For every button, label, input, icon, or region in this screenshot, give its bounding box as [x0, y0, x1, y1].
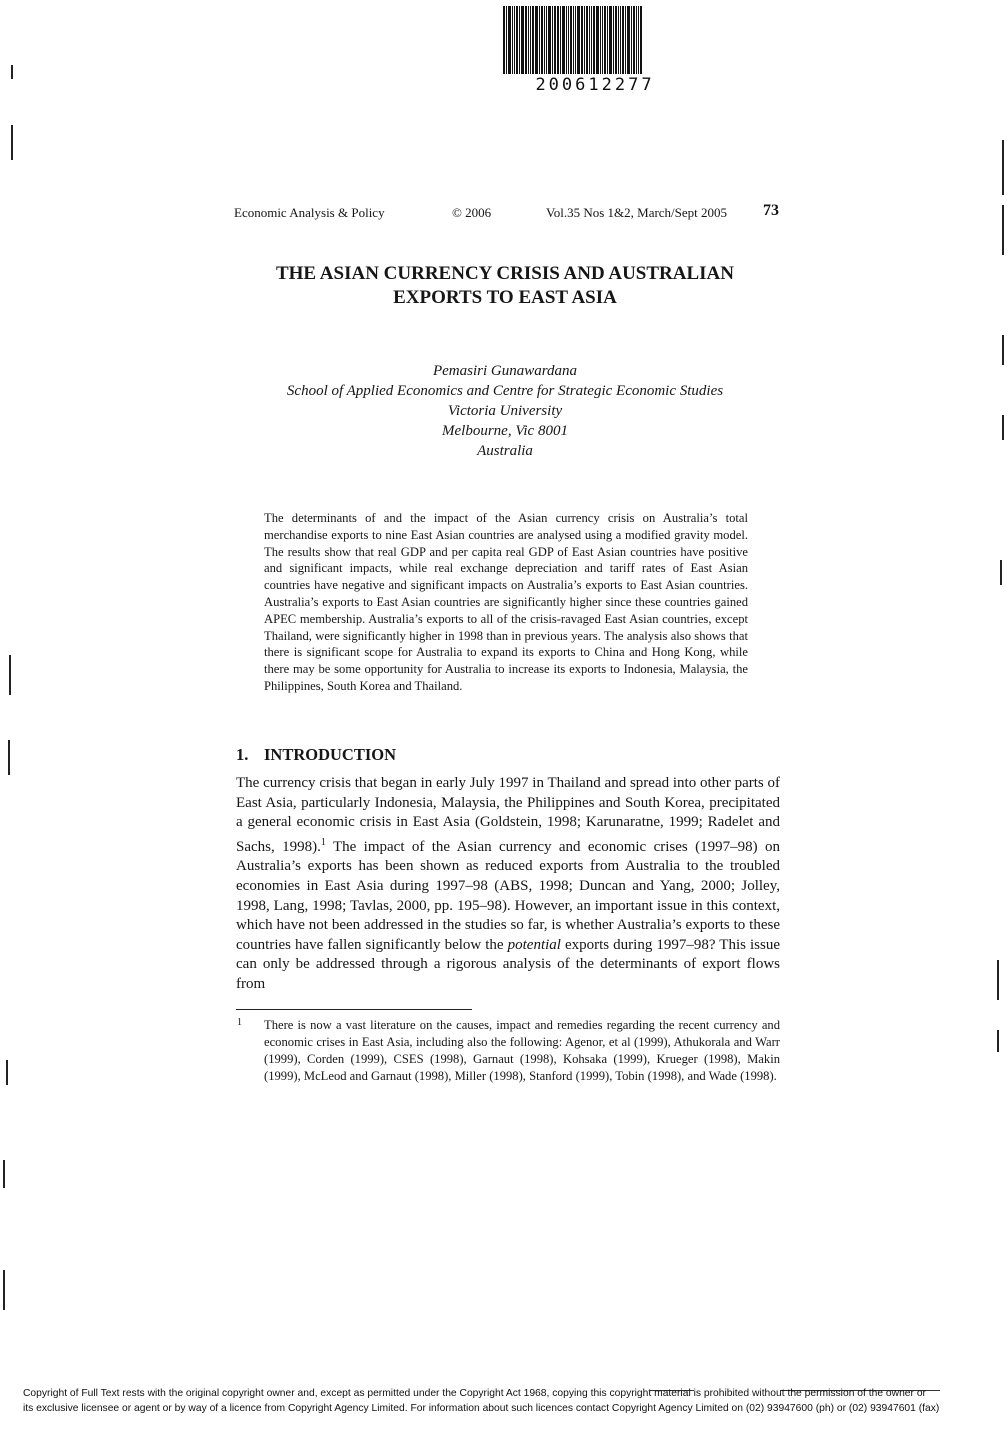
barcode-bar — [516, 6, 518, 74]
intro-text-1: The currency crisis that began in early July 1997 in Thailand and spread into other parts of East Asia, particularly Indonesia, Malaysia, the Philippines and South Korea, precipitated a general economic crisis in East Asia (Goldstein, 1998; Karunaratne, 1999; Radelet and Sachs, 1998). — [236, 775, 780, 855]
scan-mark — [1002, 415, 1004, 440]
barcode-bar — [548, 6, 551, 74]
barcode-bar — [514, 6, 515, 74]
footnote-mark: 1 — [237, 1017, 242, 1028]
barcode-bar — [541, 6, 543, 74]
scan-mark — [6, 1060, 8, 1085]
barcode-bar — [535, 6, 538, 74]
barcode-bar — [554, 6, 556, 74]
barcode-bar — [530, 6, 531, 74]
copyright-line-1: Copyright of Full Text rests with the original copyright owner and, except as permitted under the Copyright Act 1968, copying this copyright material is prohibited without the permission of the owner or — [23, 1388, 926, 1399]
barcode-bar — [615, 6, 617, 74]
barcode-bar — [586, 6, 588, 74]
barcode-bar — [600, 6, 601, 74]
copyright-year: © 2006 — [452, 205, 492, 220]
scan-mark — [3, 1160, 5, 1188]
barcode-bar — [525, 6, 527, 74]
barcode-bar — [609, 6, 612, 74]
barcode-bar — [636, 6, 637, 74]
footnote-text: There is now a vast literature on the causes, impact and remedies regarding the recent currency and economic crises in East Asia, including also the following: Agenor, et al (1999), Athukorala and Warr (1999), Corden (1999), CSES (1998), Garnaut (1998), Kohsaka (1999), Krueger (1998), Makin (1999), McLeod and Garnaut (1998), Miller (1998), Stanford (1999), Tobin (1998), and Wade (1998). — [264, 1018, 780, 1083]
barcode-bar — [602, 6, 603, 74]
barcode-bar — [512, 6, 513, 74]
scan-mark — [997, 1030, 999, 1052]
barcode-bar — [539, 6, 540, 74]
barcode-bar — [631, 6, 632, 74]
intro-text-3: exports during 1997–98? This issue can only be addressed through a rigorous analysis of the determinants of export flows from — [236, 936, 780, 992]
scan-mark — [1002, 335, 1004, 365]
scan-mark — [9, 655, 11, 695]
title-line-2: EXPORTS TO EAST ASIA — [393, 287, 617, 308]
barcode-bar — [638, 6, 639, 74]
barcode-bar — [620, 6, 621, 74]
barcode-bar — [546, 6, 547, 74]
barcode-bar — [503, 6, 505, 74]
section-number: 1. — [236, 745, 249, 764]
author-city: Melbourne, Vic 8001 — [442, 423, 568, 439]
barcode-bar — [552, 6, 553, 74]
barcode-bar — [560, 6, 561, 74]
barcode-bar — [581, 6, 583, 74]
barcode-bar — [557, 6, 559, 74]
barcode — [503, 6, 692, 74]
barcode-bar — [568, 6, 569, 74]
barcode-bar — [622, 6, 624, 74]
barcode-bar — [508, 6, 511, 74]
barcode-bar — [604, 6, 606, 74]
barcode-bar — [570, 6, 572, 74]
barcode-bar — [618, 6, 619, 74]
author-name: Pemasiri Gunawardana — [432, 363, 578, 379]
copyright-line-2: its exclusive licensee or agent or by way of a licence from Copyright Agency Limited. For information about such licences contact Copyright Agency Limited on (02) 93947600 (ph) or (02) 93947601 (fax) — [23, 1402, 940, 1414]
copyright-notice — [23, 1387, 983, 1416]
intro-emphasis: potential — [507, 936, 561, 953]
scan-mark — [8, 740, 10, 775]
author-country: Australia — [477, 443, 533, 459]
barcode-bar — [625, 6, 626, 74]
barcode-bar — [627, 6, 630, 74]
scan-mark — [1002, 140, 1004, 195]
title-line-1: THE ASIAN CURRENCY CRISIS AND AUSTRALIAN — [275, 263, 735, 284]
volume-info: Vol.35 Nos 1&2, March/Sept 2005 — [546, 205, 728, 220]
intro-text-2: The impact of the Asian currency and economic crises (1997–98) on Australia’s exports has been shown as reduced exports from Australia to the troubled economies in East Asia during 1997–98 (ABS, 1998; Duncan and Yang, 2000; Jolley, 1998, Lang, 1998; Tavlas, 2000, pp. 195–98). However, an important issue in this context, which have not been addressed in the studies so far, is whether Australia’s exports to these countries have fallen significantly below the — [236, 838, 780, 953]
barcode-bar — [521, 6, 524, 74]
barcode-bar — [607, 6, 608, 74]
barcode-bar — [640, 6, 642, 74]
barcode-bar — [577, 6, 580, 74]
barcode-bar — [591, 6, 592, 74]
barcode-bar — [633, 6, 635, 74]
author-affiliation: School of Applied Economics and Centre for Strategic Economic Studies — [286, 383, 724, 399]
article-title — [180, 262, 830, 310]
author-block — [200, 361, 810, 461]
barcode-bar — [573, 6, 574, 74]
barcode-bar — [544, 6, 545, 74]
journal-name: Economic Analysis & Policy — [234, 205, 385, 220]
scan-mark — [11, 125, 13, 160]
introduction-paragraph — [236, 774, 780, 995]
barcode-bar — [532, 6, 534, 74]
barcode-bar — [519, 6, 520, 74]
section-title: INTRODUCTION — [264, 745, 397, 764]
barcode-bar — [613, 6, 614, 74]
footnote-divider — [236, 1009, 472, 1010]
scan-mark — [1000, 560, 1002, 585]
scan-mark — [3, 1270, 5, 1310]
barcode-bar — [566, 6, 567, 74]
barcode-number: 200612277 — [535, 75, 655, 95]
barcode-bar — [589, 6, 590, 74]
scan-mark — [1002, 205, 1004, 255]
scan-mark — [11, 65, 13, 79]
abstract: The determinants of and the impact of the Asian currency crisis on Australia’s total merchandise exports to nine East Asian countries are analysed using a modified gravity model. The results show that real GDP and per capita real GDP of East Asian countries have positive and significant impacts, while real exchange depreciation and tariff rates of East Asian countries have negative and significant impacts on Australia’s exports to East Asian countries. Australia’s exports to East Asian countries are significantly higher since these countries gained APEC membership. Australia’s exports to all of the crisis-ravaged East Asian countries, except Thailand, were significantly higher in 1998 than in previous years. The analysis also shows that there is significant scope for Australia to expand its exports to China and Hong Kong, while there may be some opportunity for Australia to increase its exports to Indonesia, Malaysia, the Philippines, South Korea and Thailand. — [264, 511, 748, 693]
barcode-bar — [562, 6, 565, 74]
author-university: Victoria University — [447, 403, 563, 419]
section-heading — [236, 745, 396, 765]
barcode-bar — [593, 6, 595, 74]
barcode-bar — [575, 6, 576, 74]
scan-mark — [997, 960, 999, 1000]
barcode-bar — [584, 6, 585, 74]
footnote-reference[interactable]: 1 — [320, 836, 326, 848]
barcode-bar — [528, 6, 529, 74]
barcode-bar — [506, 6, 507, 74]
barcode-bar — [596, 6, 599, 74]
page-number: 73 — [763, 202, 779, 219]
